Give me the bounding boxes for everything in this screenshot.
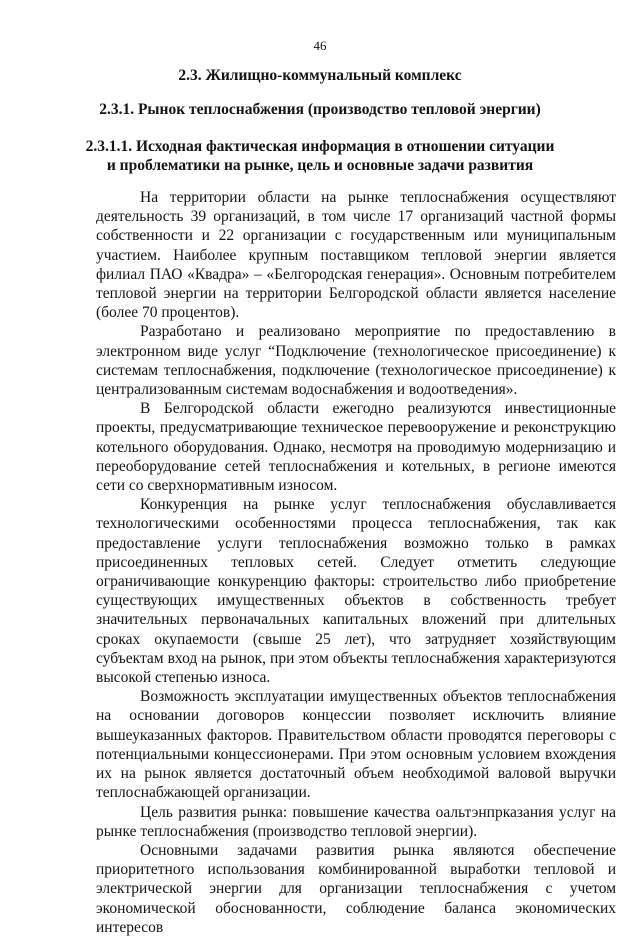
paragraph: На территории области на рынке теплоснабжения осуществляют деятельность 39 организаций, в том числе 17 организаций частной формы собственности и 22 организации с государственным или муниципальным участием. Наиболее крупным поставщиком тепловой энергии является филиал ПАО «Квадра» – «Белгородская генерация». Основным потребителем тепловой энергии на территории Белгородской области является население (более 70 процентов). xyxy=(96,189,616,322)
paragraph: Возможность эксплуатации имущественных объектов теплоснабжения на основании договоров концессии позволяет исключить влияние вышеуказанных факторов. Правительством области проводятся переговоры с потенциальными концессионерами. При этом основным условием вхождения их на рынок является достаточный объем необходимой валовой выручки теплоснабжающей организации. xyxy=(96,688,616,802)
paragraph: В Белгородской области ежегодно реализуются инвестиционные проекты, предусматривающие техническое перевооружение и реконструкцию котельного оборудования. Однако, несмотря на проводимую модернизацию и переоборудование сетей теплоснабжения и котельных, в регионе имеются сети со сверхнормативным износом. xyxy=(96,400,616,495)
paragraph: Цель развития рынка: повышение качества оальтэнпрказания услуг на рынке теплоснабжения (производство тепловой энергии). xyxy=(96,803,616,840)
subsection-heading: 2.3.1. Рынок теплоснабжения (производство тепловой энергии) xyxy=(99,101,541,118)
paragraph: Основными задачами развития рынка являются обеспечение приоритетного использования комбинированной выработки тепловой и электрической энергии для организации теплоснабжения с учетом экономической обоснованности, соблюдение баланса экономических интересов xyxy=(96,841,616,936)
paragraph: Разработано и реализовано мероприятие по предоставлению в электронном виде услуг “Подключение (технологическое присоединение) к системам теплоснабжения, подключение (технологическое присоединение) к централизованным системам водоснабжения и водоотведения». xyxy=(96,323,616,399)
subsubsection-heading-line-2: и проблематики на рынке, цель и основные задачи развития xyxy=(106,157,534,174)
subsubsection-heading xyxy=(0,137,640,175)
paragraph: Конкуренция на рынке услуг теплоснабжения обуславливается технологическими особенностями процесса теплоснабжения, так как предоставление услуги теплоснабжения возможно только в рамках присоединенных тепловых сетей. Следует отметить следующие ограничивающие конкуренцию факторы: строительство либо приобретение существующих имущественных объектов в собственность требует значительных первоначальных капитальных вложений при длительных сроках окупаемости (свыше 25 лет), что затрудняет хозяйствующим субъектам вход на рынок, при этом объекты теплоснабжения характеризуются высокой степенью износа. xyxy=(96,496,616,687)
page-number: 46 xyxy=(313,38,327,53)
body-text xyxy=(96,188,616,937)
section-heading: 2.3. Жилищно-коммунальный комплекс xyxy=(178,67,462,84)
subsubsection-heading-line-1: 2.3.1.1. Исходная фактическая информация в отношении ситуации xyxy=(85,138,555,155)
